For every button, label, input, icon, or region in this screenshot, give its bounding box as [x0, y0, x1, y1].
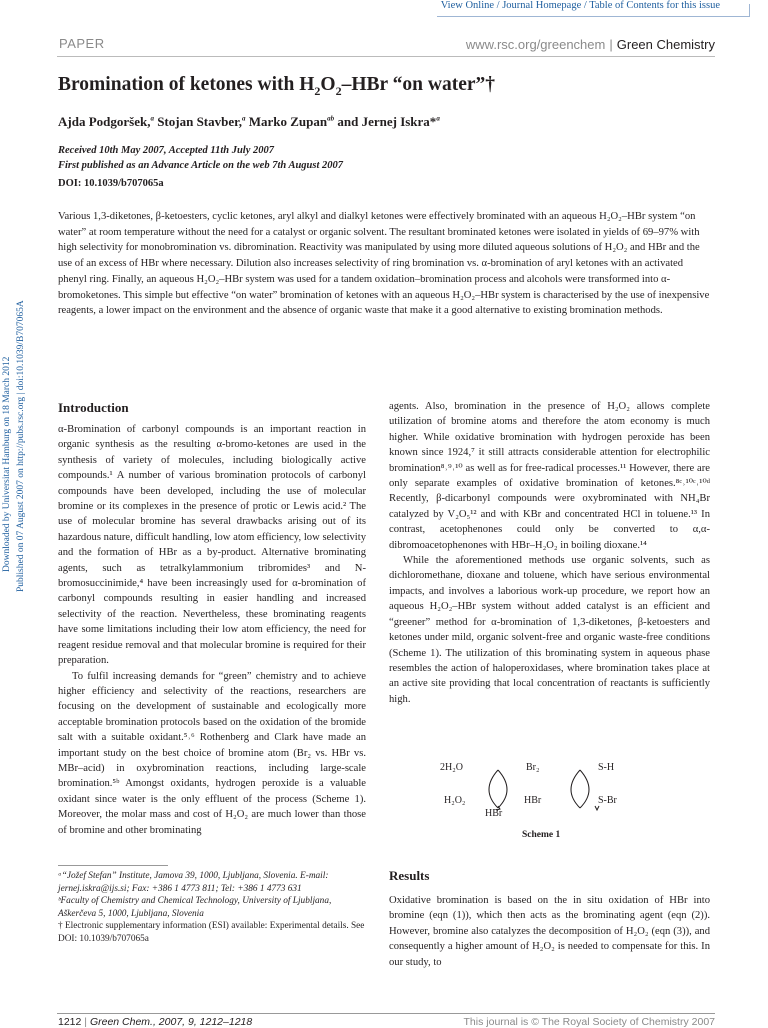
journal-website[interactable]: www.rsc.org/greenchem	[465, 37, 606, 52]
author-name: Ajda Podgoršek,	[58, 114, 151, 129]
scheme-sh: S-H	[598, 762, 615, 773]
affiliation-footnote: ᵃ“Jožef Stefan” Institute, Jamova 39, 1000, Ljubljana, Slovenia. E-mail: jernej.iskra@ijs.si; Fax: +386 1 4773 811; Tel: +386 1 4773 631	[58, 871, 329, 894]
scheme-bromine: Br₂	[526, 762, 540, 773]
scheme-caption: Scheme 1	[522, 830, 561, 840]
page-number: 1212	[58, 1016, 82, 1028]
scheme-arrows	[440, 760, 670, 820]
paper-type-label: PAPER	[59, 36, 105, 51]
scheme-hbr-bottom: HBr	[485, 808, 503, 819]
footnote-divider	[58, 865, 168, 866]
scheme-sbr: S-Br	[598, 795, 617, 806]
article-title: Bromination of ketones with $H_2O_2$–HBr “on water”†	[58, 74, 496, 98]
section-heading-introduction: Introduction	[58, 400, 129, 415]
scheme-hbr-right: HBr	[524, 795, 542, 806]
footer-divider	[57, 1013, 715, 1014]
download-notice: Downloaded by Universitat Hamburg on 18 March 2012	[2, 356, 12, 572]
intro-paragraph: agents. Also, bromination in the presence of H₂O₂ allows complete utilization of bromine atoms and therefore the atom economy is much higher. While oxidative bromination with hydrogen peroxide has been known since 1924,⁷ it still attracts considerable attention for electrophilic bromination⁸˒⁹˒¹⁰ as well as for free-radical processes.¹¹ However, there are only separate examples of oxidative bromination of ketones.⁸ᶜ˒¹⁰ᶜ˒¹⁰ᵈ Recently, β-dicarbonyl compounds were oxybrominated with NH₄Br catalyzed by V₂O₅¹² and with KBr and concentrated HCl in toluene.¹³ In contrast, acetophenones could only be converted to α,α-dibromoacetophenones with HBr–H₂O₂ in boiling dioxane.¹⁴	[389, 401, 710, 551]
intro-column-right	[389, 399, 710, 707]
author-name: and Jernej Iskra*	[334, 114, 437, 129]
citation-text: Green Chem., 2007, 9, 1212–1218	[89, 1016, 253, 1028]
intro-column-left	[58, 422, 366, 838]
journal-navigation-links[interactable]	[441, 0, 720, 11]
intro-paragraph: To fulfil increasing demands for “green” chemistry and to achieve higher efficiency and selectivity of the reactions, researchers are focusing on the development of sustainable and ecologically more acceptable bromination protocols based on the oxidation of the bromide salt with a suitable oxidant.⁵˒⁶ Rothenberg and Clark have made an important study on the best choice of bromine atom (Br₂ vs. HBr vs. MBr–acid) in oxybromination reactions, including large-scale bromination.⁵ᵇ Amongst oxidants, hydrogen peroxide is a valuable oxidant since water is the only effluent of the process (Scheme 1). Moreover, the molar mass and cost of H₂O₂ are much lower than those of bromine and other brominating	[58, 670, 366, 836]
journal-header	[466, 37, 715, 52]
author-name: Marko Zupan	[245, 114, 328, 129]
publication-dates	[58, 144, 343, 173]
intro-paragraph: α-Bromination of carbonyl compounds is an important reaction in organic synthesis as the resulting α-bromo-ketones are used in the synthesis of variety of molecules, including biologically active compounds.¹ A number of various bromination protocols of carbonyl compounds have been developed, including the use of molecular bromine or its complexes in the presence of protic or Lewis acid.² The use of molecular bromine has several drawbacks arising out of its hazardous nature, difficult handling, low atom efficiency, low selectivity and the formation of HBr as a by-product. Alternative brominating agents, such as tetralkylammonium tribromides³ and N-bromosuccinimide,⁴ have been increasingly used for α-bromination of carbonyl compounds resulting in easier handling and increased selectivity of the reaction. Nevertheless, these brominating reagents have some limitations including their low atom efficiency, the need for reagent residue removal and that molecular bromine is required for their preparation.	[58, 424, 366, 667]
received-date: Received 10th May 2007, Accepted 11th July 2007	[58, 145, 274, 156]
author-list: Ajda Podgoršek,$^a$ Stojan Stavber,$^a$ Marko Zupan$^{ab}$ and Jernej Iskra*$^a$	[58, 114, 440, 129]
results-paragraph: Oxidative bromination is based on the in situ oxidation of HBr into bromine (eqn (1)), which then acts as the brominating agent (eqn (2)). However, bromine also catalyzes the decomposition of H₂O₂ (eqn (3)), and consequently a higher amount of H₂O₂ is needed to compensate for this. In our study, to	[389, 895, 710, 968]
nav-links-text[interactable]: View Online / Journal Homepage / Table of Contents for this issue	[440, 0, 720, 11]
copyright-notice: This journal is © The Royal Society of Chemistry 2007	[463, 1016, 715, 1028]
author-name: Stojan Stavber,	[153, 114, 242, 129]
footer-separator: |	[84, 1016, 88, 1028]
article-doi[interactable]: DOI: 10.1039/b707065a	[58, 178, 164, 189]
nav-rule-vertical	[749, 4, 750, 16]
nav-underline	[437, 16, 750, 17]
esi-footnote: † Electronic supplementary information (ESI) available: Experimental details. See DOI: 10.1039/b707065a	[58, 921, 365, 944]
footnotes	[58, 870, 368, 945]
scheme-1-diagram	[440, 760, 670, 820]
publication-notice[interactable]: Published on 07 August 2007 on http://pubs.rsc.org | doi:10.1039/B707065A	[16, 300, 26, 592]
first-published-date: First published as an Advance Article on the web 7th August 2007	[58, 159, 344, 171]
header-separator: |	[609, 37, 613, 52]
page-citation	[58, 1016, 252, 1028]
intro-paragraph: While the aforementioned methods use organic solvents, such as dichloromethane, dioxane and toluene, which have serious environmental impacts, and involves a laborious work-up procedure, we report how an aqueous H₂O₂–HBr system without added catalyst is an efficient and “greener” method for α-bromination of 1,3-diketones, β-ketoesters and ketones under mild, organic solvent-free and organic waste-free conditions (Scheme 1). The utilization of this brominating system in aqueous phase resembles the action of haloperoxidases, where bromination takes place at an active site providing that local concentration of reactants is sufficiently high.	[389, 555, 710, 705]
journal-name: Green Chemistry	[616, 37, 715, 52]
section-heading-results: Results	[389, 868, 430, 883]
scheme-peroxide: H₂O₂	[444, 795, 466, 806]
header-divider	[57, 56, 715, 57]
affiliation-footnote: ᵇFaculty of Chemistry and Chemical Technology, University of Ljubljana, Aškerčeva 5, 1000, Ljubljana, Slovenia	[58, 896, 332, 919]
scheme-water: 2H₂O	[440, 762, 463, 773]
abstract: Various 1,3-diketones, β-ketoesters, cyclic ketones, aryl alkyl and dialkyl ketones were effectively brominated with an aqueous H₂O₂–HBr system “on water” at room temperature without the need for a catalyst or organic solvent. The resultant brominated ketones were isolated in yields of 69–97% with high selectivity for monobromination vs. dibromination. Reactivity was manipulated by using more diluted aqueous solutions of H₂O₂ and HBr and the use of an excess of HBr where necessary. Dilution also increases selectivity of ring bromination vs. α-bromination of aryl ketones with an activated phenyl ring. Finally, an aqueous H₂O₂–HBr system was used for a tandem oxidation–bromination process and alcohols were transformed into α-bromoketones. This simple but effective “on water” bromination of ketones with an aqueous H₂O₂–HBr system is characterised by the use of inexpensive reagents, a lower impact on the environment and the absence of organic waste that make it a good alternative to existing bromination methods.	[58, 211, 710, 317]
